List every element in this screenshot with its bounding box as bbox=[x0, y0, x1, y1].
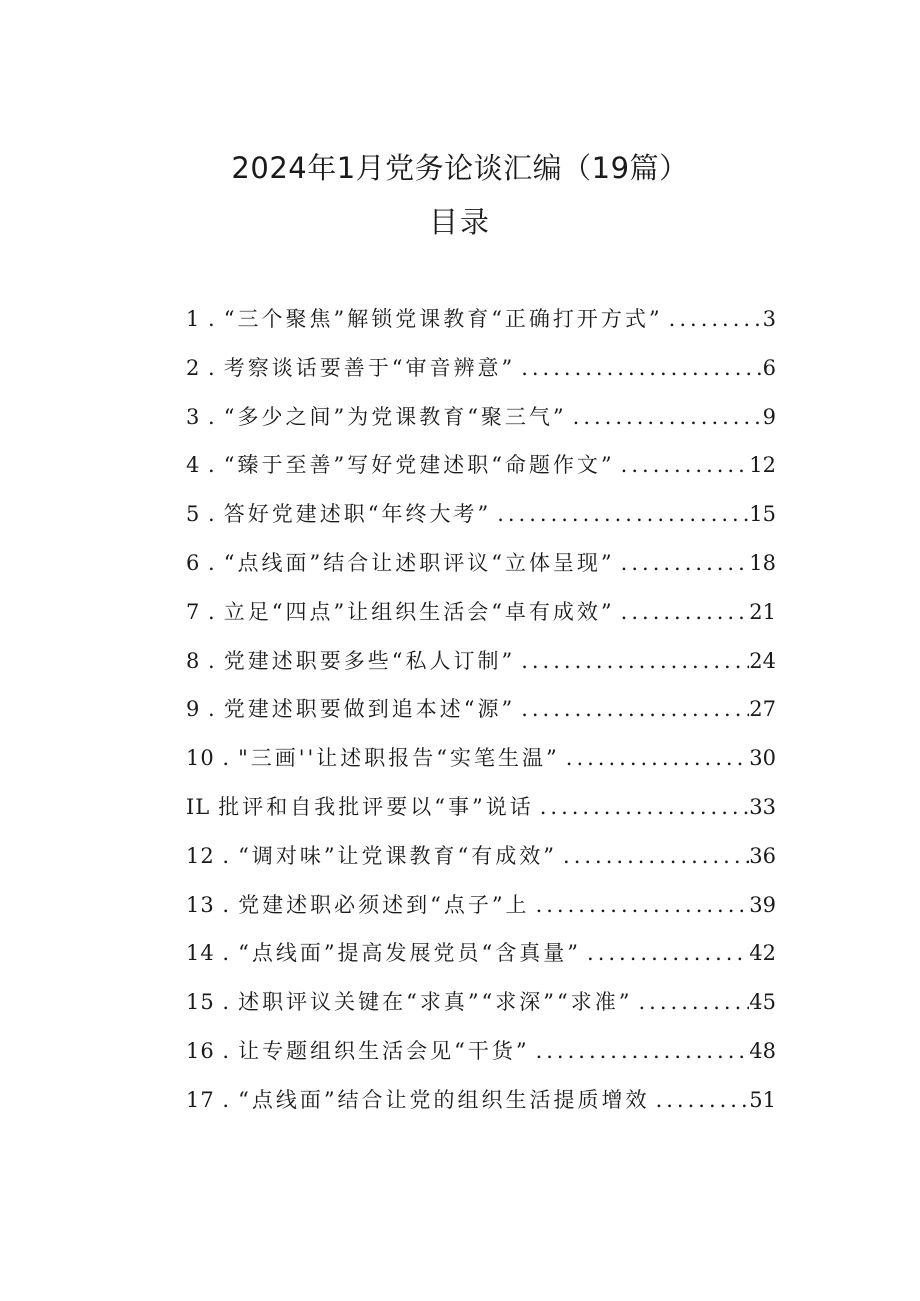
toc-entry-page: 42 bbox=[749, 941, 776, 966]
toc-entry-page: 24 bbox=[749, 648, 776, 673]
toc-leader-dots bbox=[615, 600, 750, 624]
toc-entry-number: 4 . bbox=[186, 453, 216, 478]
toc-entry-title: 立足“四点”让组织生活会“卓有成效” bbox=[223, 599, 615, 624]
toc-entry-number: 1 . bbox=[186, 307, 216, 331]
toc-entry-number: 10 . bbox=[186, 746, 231, 771]
toc-entry-page: 18 bbox=[749, 550, 776, 575]
toc-leader-dots bbox=[567, 405, 763, 429]
toc-leader-dots bbox=[633, 990, 750, 1014]
toc-entry[interactable] bbox=[186, 986, 776, 1035]
toc-entry-title: “点线面”结合让述职评议“立体呈现” bbox=[223, 550, 615, 575]
toc-entry-number: 17 . bbox=[186, 1087, 231, 1112]
toc-entry-title: 答好党建述职“年终大考” bbox=[223, 502, 492, 527]
toc-entry[interactable] bbox=[186, 303, 776, 352]
toc-entry-title: 考察谈话要善于“审音辨意” bbox=[223, 355, 516, 380]
toc-heading: 目录 bbox=[428, 205, 491, 239]
toc-entry-title: “多少之间”为党课教育“聚三气” bbox=[223, 404, 567, 429]
toc-leader-dots bbox=[534, 795, 750, 819]
toc-entry-page: 12 bbox=[749, 453, 776, 478]
toc-entry-page: 36 bbox=[749, 843, 776, 868]
toc-entry-number: 14 . bbox=[186, 941, 231, 966]
toc-entry-title: 让专题组织生活会见“干货” bbox=[238, 1038, 530, 1063]
toc-leader-dots bbox=[530, 893, 750, 917]
document-title: 2024年1月党务论谈汇编（19篇） bbox=[231, 151, 689, 185]
toc-entry-title: “调对味”让党课教育“有成效” bbox=[238, 843, 558, 868]
toc-entry-title: "三画''让述职报告“实笔生温” bbox=[238, 746, 560, 771]
toc-entry[interactable] bbox=[186, 596, 776, 645]
toc-entry-number: 5 . bbox=[186, 502, 216, 527]
toc-leader-dots bbox=[530, 1039, 750, 1063]
toc-entry-page: 6 bbox=[762, 355, 776, 380]
toc-entry[interactable] bbox=[186, 889, 776, 938]
toc-entry[interactable] bbox=[186, 401, 776, 450]
table-of-contents bbox=[186, 303, 776, 1133]
toc-entry-number: 16 . bbox=[186, 1038, 231, 1063]
toc-entry-page: 45 bbox=[749, 990, 776, 1015]
toc-entry[interactable] bbox=[186, 937, 776, 986]
toc-entry-page: 9 bbox=[762, 404, 776, 429]
toc-entry-title: 党建述职要做到追本述“源” bbox=[223, 697, 516, 722]
toc-entry[interactable] bbox=[186, 352, 776, 401]
toc-entry-page: 15 bbox=[749, 502, 776, 527]
toc-entry-number: 13 . bbox=[186, 892, 231, 917]
toc-entry[interactable] bbox=[186, 840, 776, 889]
toc-entry-title: 述职评议关键在“求真”“求深”“求准” bbox=[238, 990, 633, 1015]
toc-entry-title: 党建述职必须述到“点子”上 bbox=[238, 892, 530, 917]
toc-entry-number: 15 . bbox=[186, 990, 231, 1015]
toc-leader-dots bbox=[615, 453, 750, 477]
toc-entry-number: 2 . bbox=[186, 355, 216, 380]
toc-entry-page: 27 bbox=[749, 697, 776, 722]
toc-leader-dots bbox=[491, 502, 749, 526]
toc-entry-title: “三个聚焦”解锁党课教育“正确打开方式” bbox=[223, 307, 663, 331]
toc-entry-number: 12 . bbox=[186, 843, 231, 868]
toc-entry-title: 党建述职要多些“私人订制” bbox=[223, 648, 516, 673]
toc-entry[interactable] bbox=[186, 1084, 776, 1133]
toc-leader-dots bbox=[557, 844, 749, 868]
toc-leader-dots bbox=[560, 746, 750, 770]
toc-entry-page: 33 bbox=[749, 794, 776, 819]
toc-entry-page: 3 bbox=[762, 307, 776, 331]
toc-leader-dots bbox=[515, 356, 762, 380]
toc-leader-dots bbox=[650, 1088, 750, 1112]
toc-entry-title: 批评和自我批评要以“事”说话 bbox=[218, 794, 534, 819]
toc-entry[interactable] bbox=[186, 791, 776, 840]
toc-entry-page: 30 bbox=[749, 746, 776, 771]
toc-entry-page: 48 bbox=[749, 1038, 776, 1063]
toc-entry-title: “臻于至善”写好党建述职“命题作文” bbox=[223, 453, 615, 478]
toc-leader-dots bbox=[615, 551, 750, 575]
toc-entry-number: 7 . bbox=[186, 599, 216, 624]
toc-leader-dots bbox=[663, 307, 763, 331]
toc-entry[interactable] bbox=[186, 547, 776, 596]
toc-entry-title: “点线面”提高发展党员“含真量” bbox=[238, 941, 582, 966]
toc-leader-dots bbox=[581, 941, 749, 965]
toc-entry-number: 3 . bbox=[186, 404, 216, 429]
toc-entry-page: 21 bbox=[749, 599, 776, 624]
toc-entry[interactable] bbox=[186, 645, 776, 694]
toc-leader-dots bbox=[515, 649, 749, 673]
toc-entry-number: 9 . bbox=[186, 697, 216, 722]
toc-entry-number: 6 . bbox=[186, 550, 216, 575]
toc-entry-page: 51 bbox=[749, 1087, 776, 1112]
toc-entry-number: IL bbox=[186, 794, 211, 819]
toc-leader-dots bbox=[515, 697, 749, 721]
toc-entry-title: “点线面”结合让党的组织生活提质增效 bbox=[238, 1087, 650, 1112]
toc-entry-number: 8 . bbox=[186, 648, 216, 673]
toc-entry[interactable] bbox=[186, 498, 776, 547]
toc-entry[interactable] bbox=[186, 693, 776, 742]
toc-entry-page: 39 bbox=[749, 892, 776, 917]
toc-entry[interactable] bbox=[186, 449, 776, 498]
toc-entry[interactable] bbox=[186, 742, 776, 791]
toc-entry[interactable] bbox=[186, 1035, 776, 1084]
